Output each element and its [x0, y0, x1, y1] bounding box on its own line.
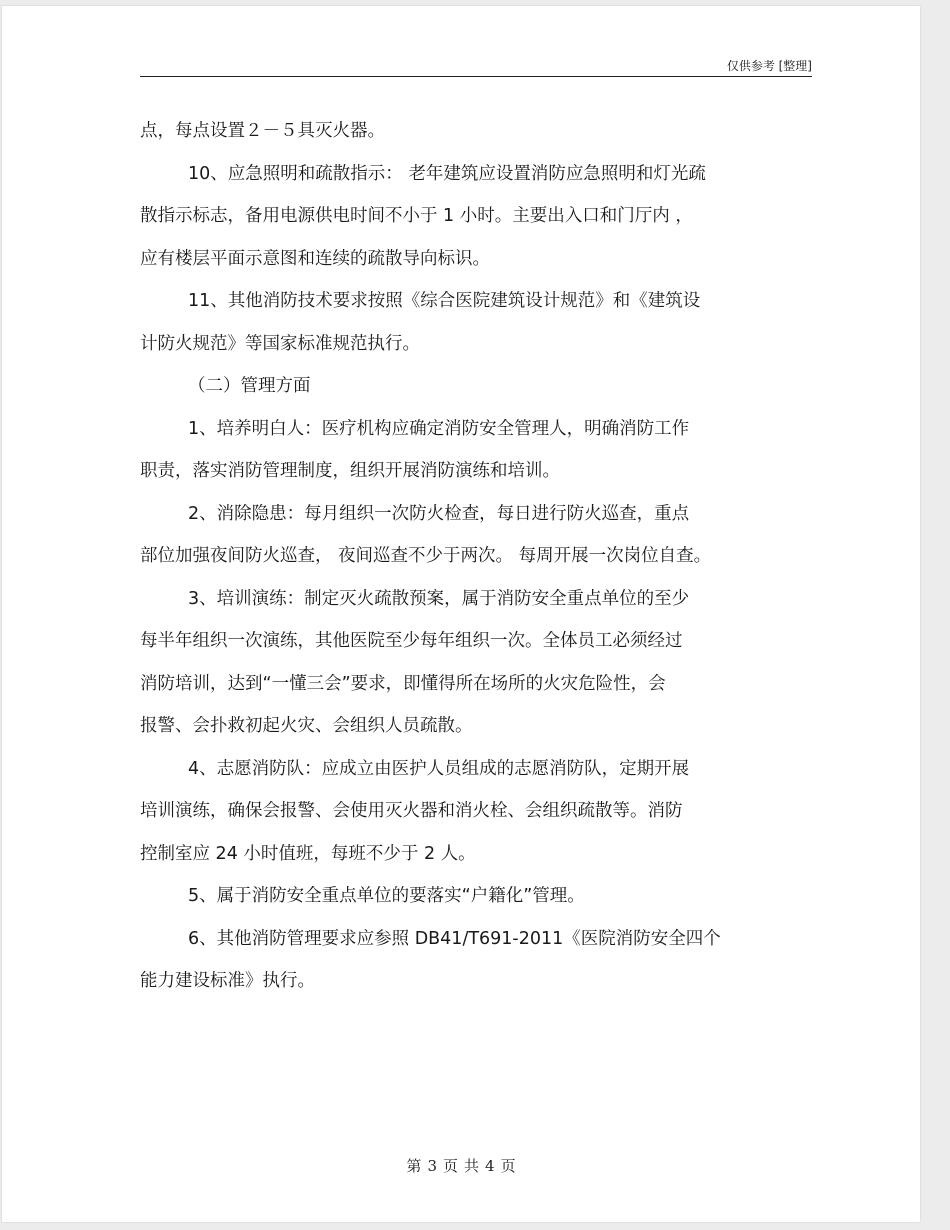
text-line: 应有楼层平面示意图和连续的疏散导向标识。	[140, 248, 490, 269]
page-footer	[2, 1156, 920, 1176]
footer-current-page: 3	[427, 1157, 437, 1175]
section-heading: （二）管理方面	[188, 376, 311, 396]
text-line: 报警、会扑救初起火灾、会组织人员疏散。	[140, 716, 473, 736]
text-line: 散指示标志，备用电源供电时间不小于 1 小时。主要出入口和门厅内 ，	[140, 206, 693, 226]
text-line: 11、其他消防技术要求按照《综合医院建筑设计规范》和《建筑设	[188, 291, 701, 311]
text-line: 每半年组织一次演练，其他医院至少每年组织一次。全体员工必须经过	[140, 631, 683, 651]
text-line: 控制室应 24 小时值班，每班不少于 2 人。	[140, 843, 476, 864]
text-line: 3、培训演练：制定灭火疏散预案，属于消防安全重点单位的至少	[188, 588, 690, 609]
text-line: 计防火规范》等国家标准规范执行。	[140, 333, 420, 354]
text-line: 6、其他消防管理要求应参照 DB41/T691-2011《医院消防安全四个	[188, 928, 721, 949]
page-header: 仅供参考 [整理]	[140, 56, 812, 77]
footer-total-word: 共	[464, 1157, 480, 1175]
text-line: 职责，落实消防管理制度，组织开展消防演练和培训。	[140, 461, 560, 481]
footer-page-word: 页	[442, 1157, 458, 1175]
document-body	[140, 110, 820, 1003]
text-line: 2、消除隐患：每月组织一次防火检查，每日进行防火巡查，重点	[188, 503, 690, 524]
footer-suffix: 页	[500, 1157, 516, 1175]
text-line: 能力建设标准》执行。	[140, 971, 315, 991]
document-page	[2, 6, 920, 1222]
text-line: 点，每点设置２－５具灭火器。	[140, 121, 385, 141]
text-line: 消防培训，达到“一懂三会”要求，即懂得所在场所的火灾危险性，会	[140, 673, 666, 694]
text-line: 10、应急照明和疏散指示： 老年建筑应设置消防应急照明和灯光疏	[188, 163, 706, 184]
text-line: 培训演练，确保会报警、会使用灭火器和消火栓、会组织疏散等。消防	[140, 801, 683, 821]
footer-total-pages: 4	[485, 1157, 495, 1175]
footer-prefix: 第	[406, 1157, 422, 1175]
text-line: 5、属于消防安全重点单位的要落实“户籍化”管理。	[188, 886, 585, 906]
text-line: 4、志愿消防队：应成立由医护人员组成的志愿消防队，定期开展	[188, 758, 690, 779]
text-line: 1、培养明白人：医疗机构应确定消防安全管理人，明确消防工作	[188, 418, 690, 439]
text-line: 部位加强夜间防火巡查， 夜间巡查不少于两次。 每周开展一次岗位自查。	[140, 546, 712, 566]
